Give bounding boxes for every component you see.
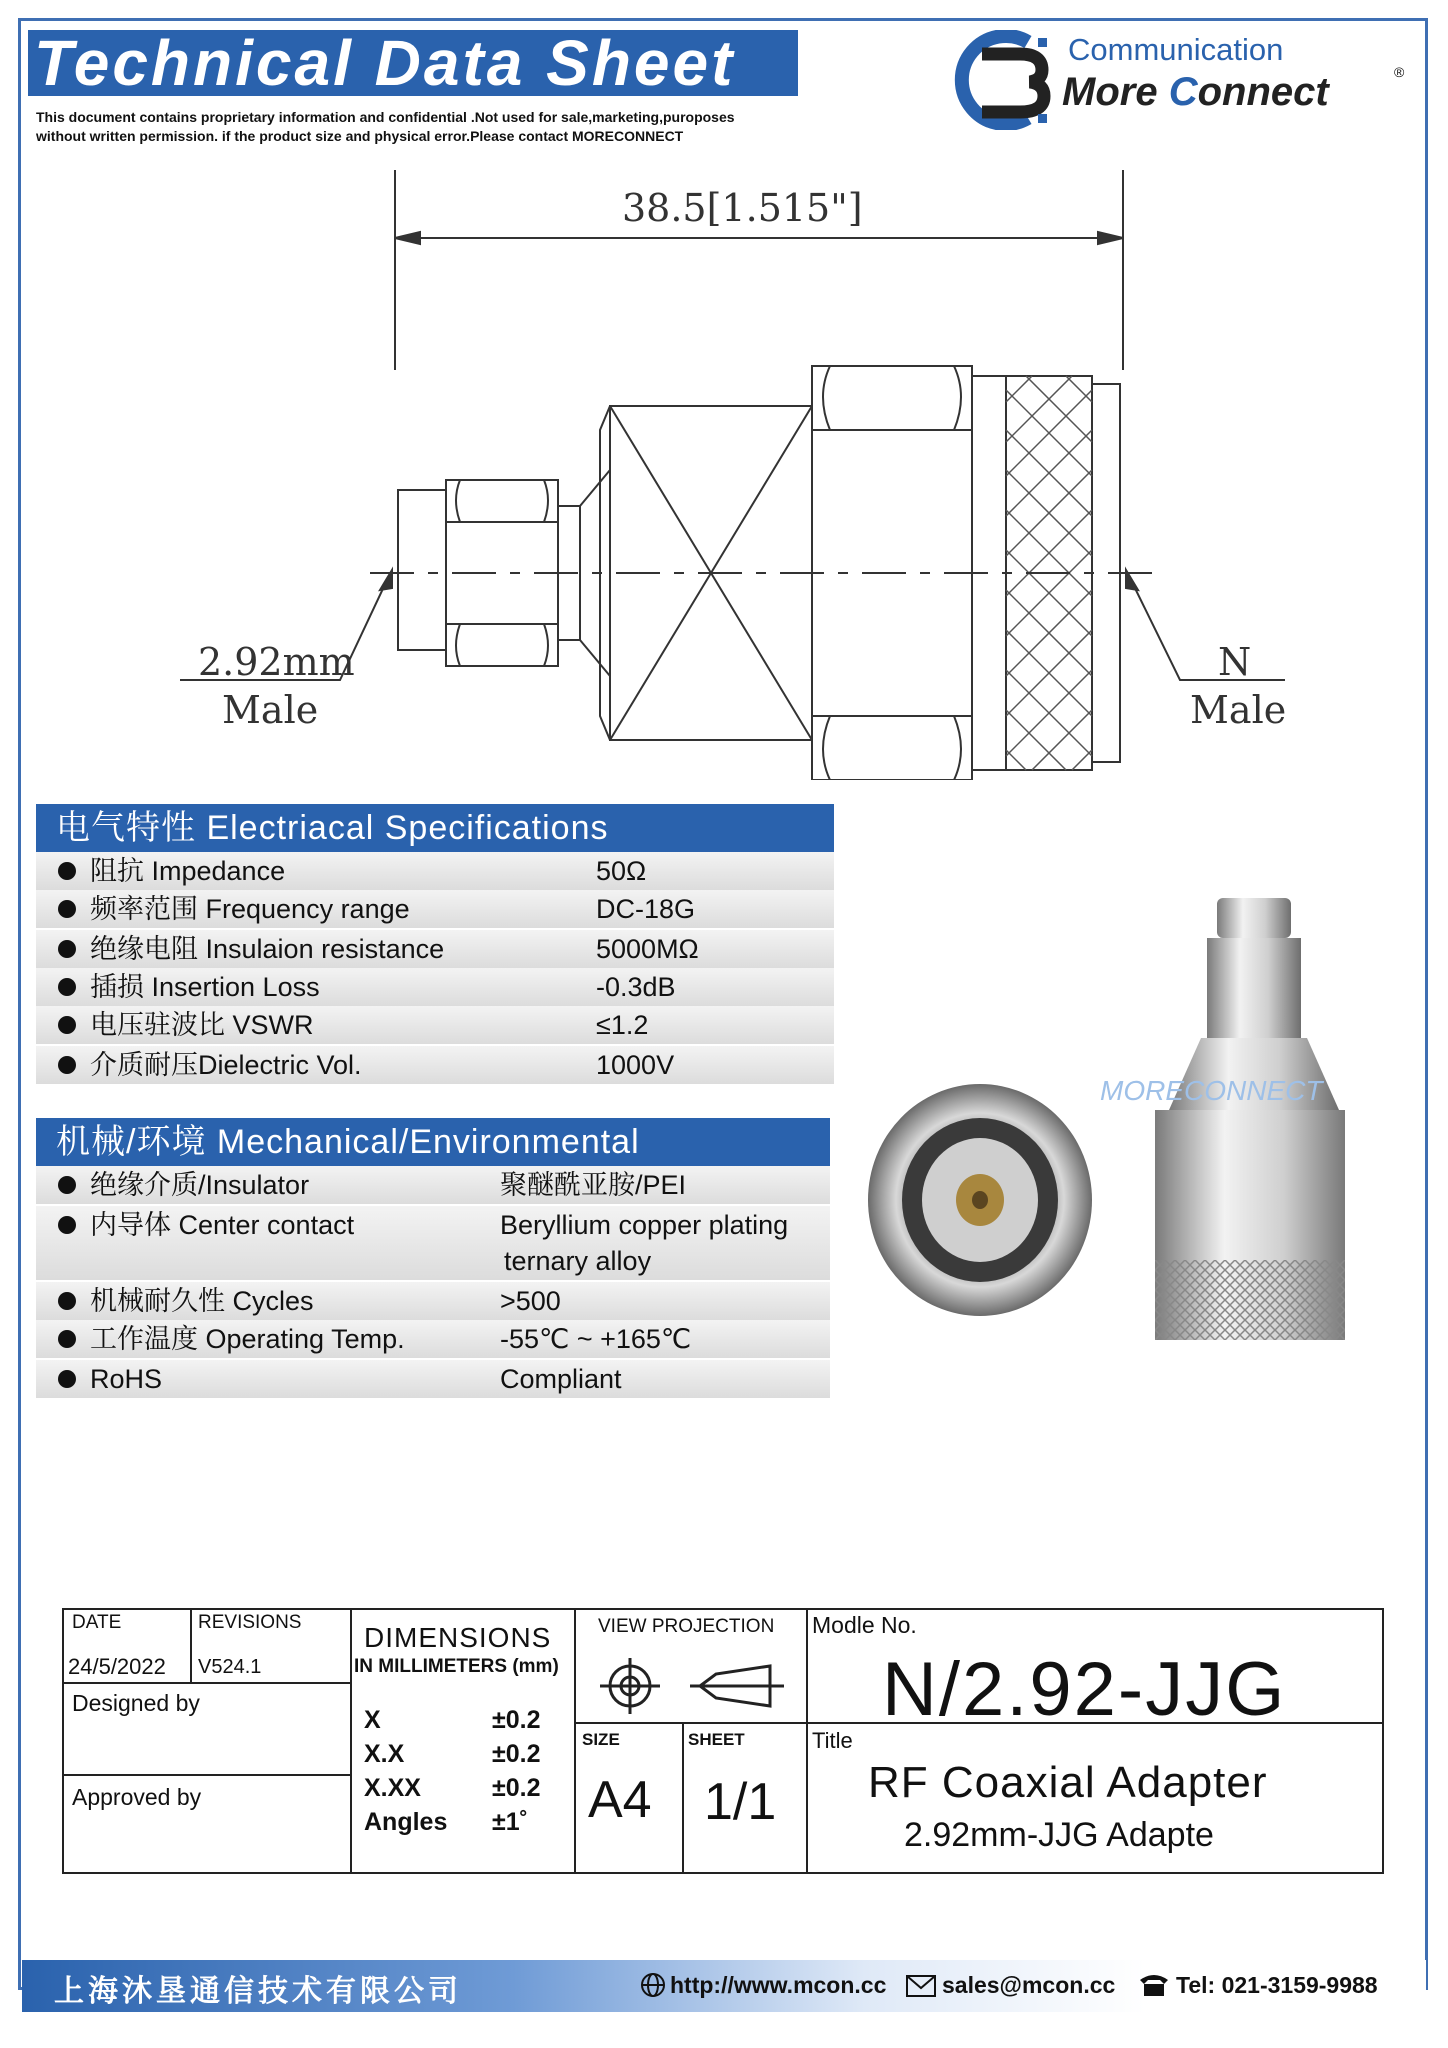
mechanical-spec-row <box>36 1282 830 1320</box>
right-connector-gender: Male <box>1190 688 1287 732</box>
electrical-spec-row <box>36 890 834 928</box>
size-value: A4 <box>588 1771 652 1829</box>
bullet-icon <box>58 1216 76 1234</box>
title-block <box>62 1608 1384 1874</box>
spec-label: 介质耐压Dielectric Vol. <box>90 1050 362 1080</box>
revisions-label: REVISIONS <box>198 1612 302 1633</box>
size-label: SIZE <box>582 1730 620 1749</box>
electrical-spec-row <box>36 930 834 968</box>
approved-by-label: Approved by <box>72 1784 202 1810</box>
bullet-icon <box>58 1330 76 1348</box>
date-label: DATE <box>72 1612 122 1633</box>
document-title: Technical Data Sheet <box>28 30 798 96</box>
photo-watermark: MORECONNECT <box>1100 1075 1323 1106</box>
spec-label: RoHS <box>90 1364 163 1394</box>
spec-value: Compliant <box>500 1364 622 1394</box>
date-value: 24/5/2022 <box>68 1654 166 1679</box>
notice-line-2: without written permission. if the product size and physical error.Please contact MORECONNECT <box>36 128 684 144</box>
logo-more-connect <box>1062 70 1329 115</box>
overall-length-label: 38.5[1.515"] <box>622 186 863 230</box>
product-photo <box>855 840 1345 1360</box>
logo-communication: Communication <box>1068 32 1284 67</box>
registered-mark: ® <box>1394 64 1405 80</box>
electrical-spec-row <box>36 852 834 890</box>
spec-label: 绝缘介质/Insulator <box>90 1170 310 1200</box>
company-name: 上海沐垦通信技术有限公司 <box>54 1975 462 2008</box>
mechanical-spec-row <box>36 1320 830 1358</box>
right-connector-type: N <box>1218 640 1252 684</box>
units-label: IN MILLIMETERS (mm) <box>354 1656 559 1677</box>
globe-icon <box>640 1972 666 1998</box>
spec-value: 1000V <box>596 1050 675 1080</box>
tolerance-key: X <box>364 1706 381 1734</box>
spec-value: 5000MΩ <box>596 934 699 964</box>
tolerance-value: ±0.2 <box>492 1774 541 1802</box>
mechanical-spec-row <box>36 1206 830 1280</box>
tolerance-value: ±0.2 <box>492 1706 541 1734</box>
spec-value: ≤1.2 <box>596 1010 649 1040</box>
spec-value: >500 <box>500 1286 561 1316</box>
website-link[interactable]: http://www.mcon.cc <box>670 1972 887 1998</box>
sheet-label: SHEET <box>688 1730 745 1749</box>
revision-value: V524.1 <box>198 1656 262 1678</box>
bullet-icon <box>58 978 76 996</box>
spec-label: 内导体 Center contact <box>90 1210 355 1240</box>
dimensions-label: DIMENSIONS <box>364 1622 552 1653</box>
tolerance-key: Angles <box>364 1808 448 1836</box>
mechanical-spec-row <box>36 1166 830 1204</box>
phone-icon <box>1138 1972 1170 1998</box>
spec-label: 工作温度 Operating Temp. <box>90 1324 405 1354</box>
bullet-icon <box>58 900 76 918</box>
view-projection-label: VIEW PROJECTION <box>598 1616 775 1637</box>
mail-icon <box>906 1975 936 1997</box>
projection-symbol-icon <box>600 1656 790 1716</box>
electrical-spec-row <box>36 1046 834 1084</box>
tolerance-key: X.XX <box>364 1774 421 1802</box>
tolerance-value: ±1˚ <box>492 1808 528 1836</box>
confidential-notice <box>36 108 856 146</box>
spec-label: 阻抗 Impedance <box>90 856 286 886</box>
bullet-icon <box>58 1016 76 1034</box>
product-title: RF Coaxial Adapter <box>868 1758 1268 1807</box>
spec-label: 插损 Insertion Loss <box>90 972 320 1002</box>
spec-value: Beryllium copper plating <box>500 1210 789 1240</box>
bullet-icon <box>58 1370 76 1388</box>
logo-more: More <box>1062 70 1169 114</box>
spec-value: 50Ω <box>596 856 647 886</box>
tolerance-key: X.X <box>364 1740 405 1768</box>
spec-label: 绝缘电阻 Insulaion resistance <box>90 934 445 964</box>
tolerance-value: ±0.2 <box>492 1740 541 1768</box>
bullet-icon <box>58 1292 76 1310</box>
spec-label: 机械耐久性 Cycles <box>90 1286 314 1316</box>
sheet-value: 1/1 <box>704 1773 777 1831</box>
left-connector-gender: Male <box>222 688 319 732</box>
mechanical-section-heading: 机械/环境 Mechanical/Environmental <box>36 1118 830 1166</box>
mechanical-spec-row <box>36 1360 830 1398</box>
electrical-spec-row <box>36 968 834 1006</box>
spec-value: -55℃ ~ +165℃ <box>500 1324 692 1354</box>
electrical-section-heading: 电气特性 Electriacal Specifications <box>36 804 834 852</box>
electrical-spec-row <box>36 1006 834 1044</box>
bullet-icon <box>58 1176 76 1194</box>
email-link[interactable]: sales@mcon.cc <box>942 1972 1116 1998</box>
left-connector-type: 2.92mm <box>198 640 355 684</box>
logo-onnect: onnect <box>1197 70 1329 114</box>
spec-value: DC-18G <box>596 894 696 924</box>
logo-c: C <box>1168 70 1198 114</box>
adapter-drawing <box>170 170 1320 780</box>
product-subtitle: 2.92mm-JJG Adapte <box>904 1816 1214 1854</box>
title-label: Title <box>812 1728 853 1753</box>
spec-value-continued: ternary alloy <box>504 1246 652 1276</box>
model-label: Modle No. <box>812 1612 917 1638</box>
bullet-icon <box>58 1056 76 1074</box>
bullet-icon <box>58 862 76 880</box>
designed-by-label: Designed by <box>72 1690 200 1716</box>
spec-label: 频率范围 Frequency range <box>90 894 410 924</box>
spec-value: 聚醚酰亚胺/PEI <box>500 1170 687 1200</box>
spec-label: 电压驻波比 VSWR <box>90 1010 314 1040</box>
telephone: Tel: 021-3159-9988 <box>1176 1972 1378 1998</box>
model-number: N/2.92-JJG <box>882 1647 1287 1732</box>
notice-line-1: This document contains proprietary information and confidential .Not used for sale,marketing,puroposes <box>36 109 735 125</box>
bullet-icon <box>58 940 76 958</box>
spec-value: -0.3dB <box>596 972 676 1002</box>
